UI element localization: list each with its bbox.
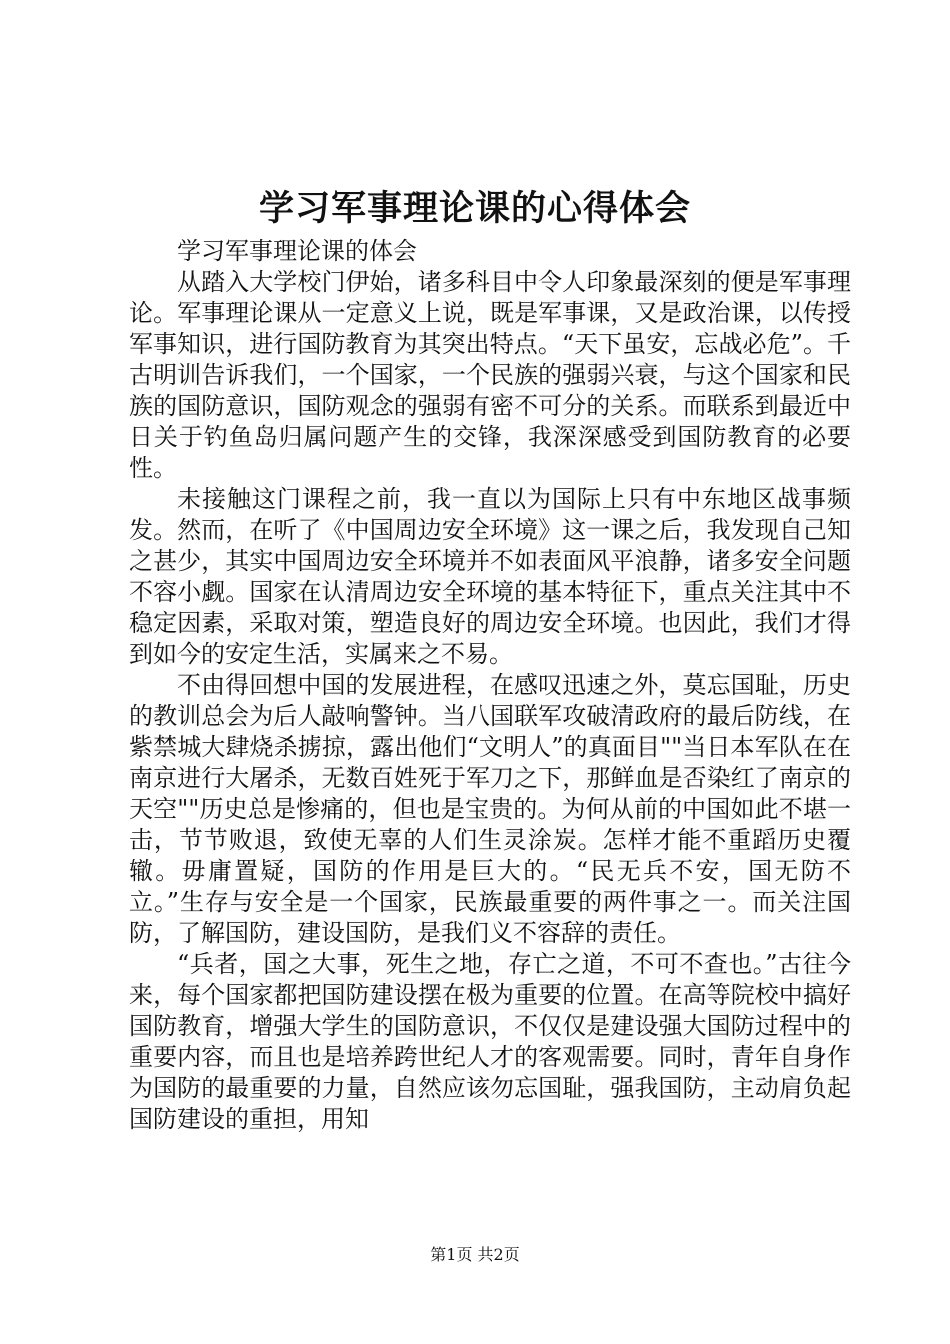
paragraph-2: 未接触这门课程之前，我一直以为国际上只有中东地区战事频发。然而，在听了《中国周边安全环境》这一课之后，我发现自己知之甚少，其实中国周边安全环境并不如表面风平浪静，诸多安全问题不容小觑。国家在认清周边安全环境的基本特征下，重点关注其中不稳定因素，采取对策，塑造良好的周边安全环境。也因此，我们才得到如今的安定生活，实属来之不易。 xyxy=(129,485,851,668)
page-number-footer: 第1页 共2页 xyxy=(430,1245,520,1264)
document-body xyxy=(129,236,851,1135)
paragraph-1: 从踏入大学校门伊始，诸多科目中令人印象最深刻的便是军事理论。军事理论课从一定意义上说，既是军事课，又是政治课，以传授军事知识，进行国防教育为其突出特点。“天下虽安，忘战必危”。千古明训告诉我们，一个国家，一个民族的强弱兴衰，与这个国家和民族的国防意识，国防观念的强弱有密不可分的关系。而联系到最近中日关于钓鱼岛归属问题产生的交锋，我深深感受到国防教育的必要性。 xyxy=(129,268,851,482)
document-title: 学习军事理论课的心得体会 xyxy=(258,189,691,229)
section-heading: 学习军事理论课的体会 xyxy=(177,237,417,265)
paragraph-3: 不由得回想中国的发展进程，在感叹迅速之外，莫忘国耻，历史的教训总会为后人敲响警钟。当八国联军攻破清政府的最后防线，在紫禁城大肆烧杀掳掠，露出他们“文明人”的真面目""当日本军队在在南京进行大屠杀，无数百姓死于军刀之下，那鲜血是否染红了南京的天空""历史总是惨痛的，但也是宝贵的。为何从前的中国如此不堪一击，节节败退，致使无辜的人们生灵涂炭。怎样才能不重蹈历史覆辙。毋庸置疑，国防的作用是巨大的。“民无兵不安，国无防不立。”生存与安全是一个国家，民族最重要的两件事之一。而关注国防，了解国防，建设国防，是我们义不容辞的责任。 xyxy=(129,671,851,947)
paragraph-4: “兵者，国之大事，死生之地，存亡之道，不可不查也。”古往今来，每个国家都把国防建设摆在极为重要的位置。在高等院校中搞好国防教育，增强大学生的国防意识，不仅仅是建设强大国防过程中的重要内容，而且也是培养跨世纪人才的客观需要。同时，青年自身作为国防的最重要的力量，自然应该勿忘国耻，强我国防，主动肩负起国防建设的重担，用知 xyxy=(129,950,851,1133)
